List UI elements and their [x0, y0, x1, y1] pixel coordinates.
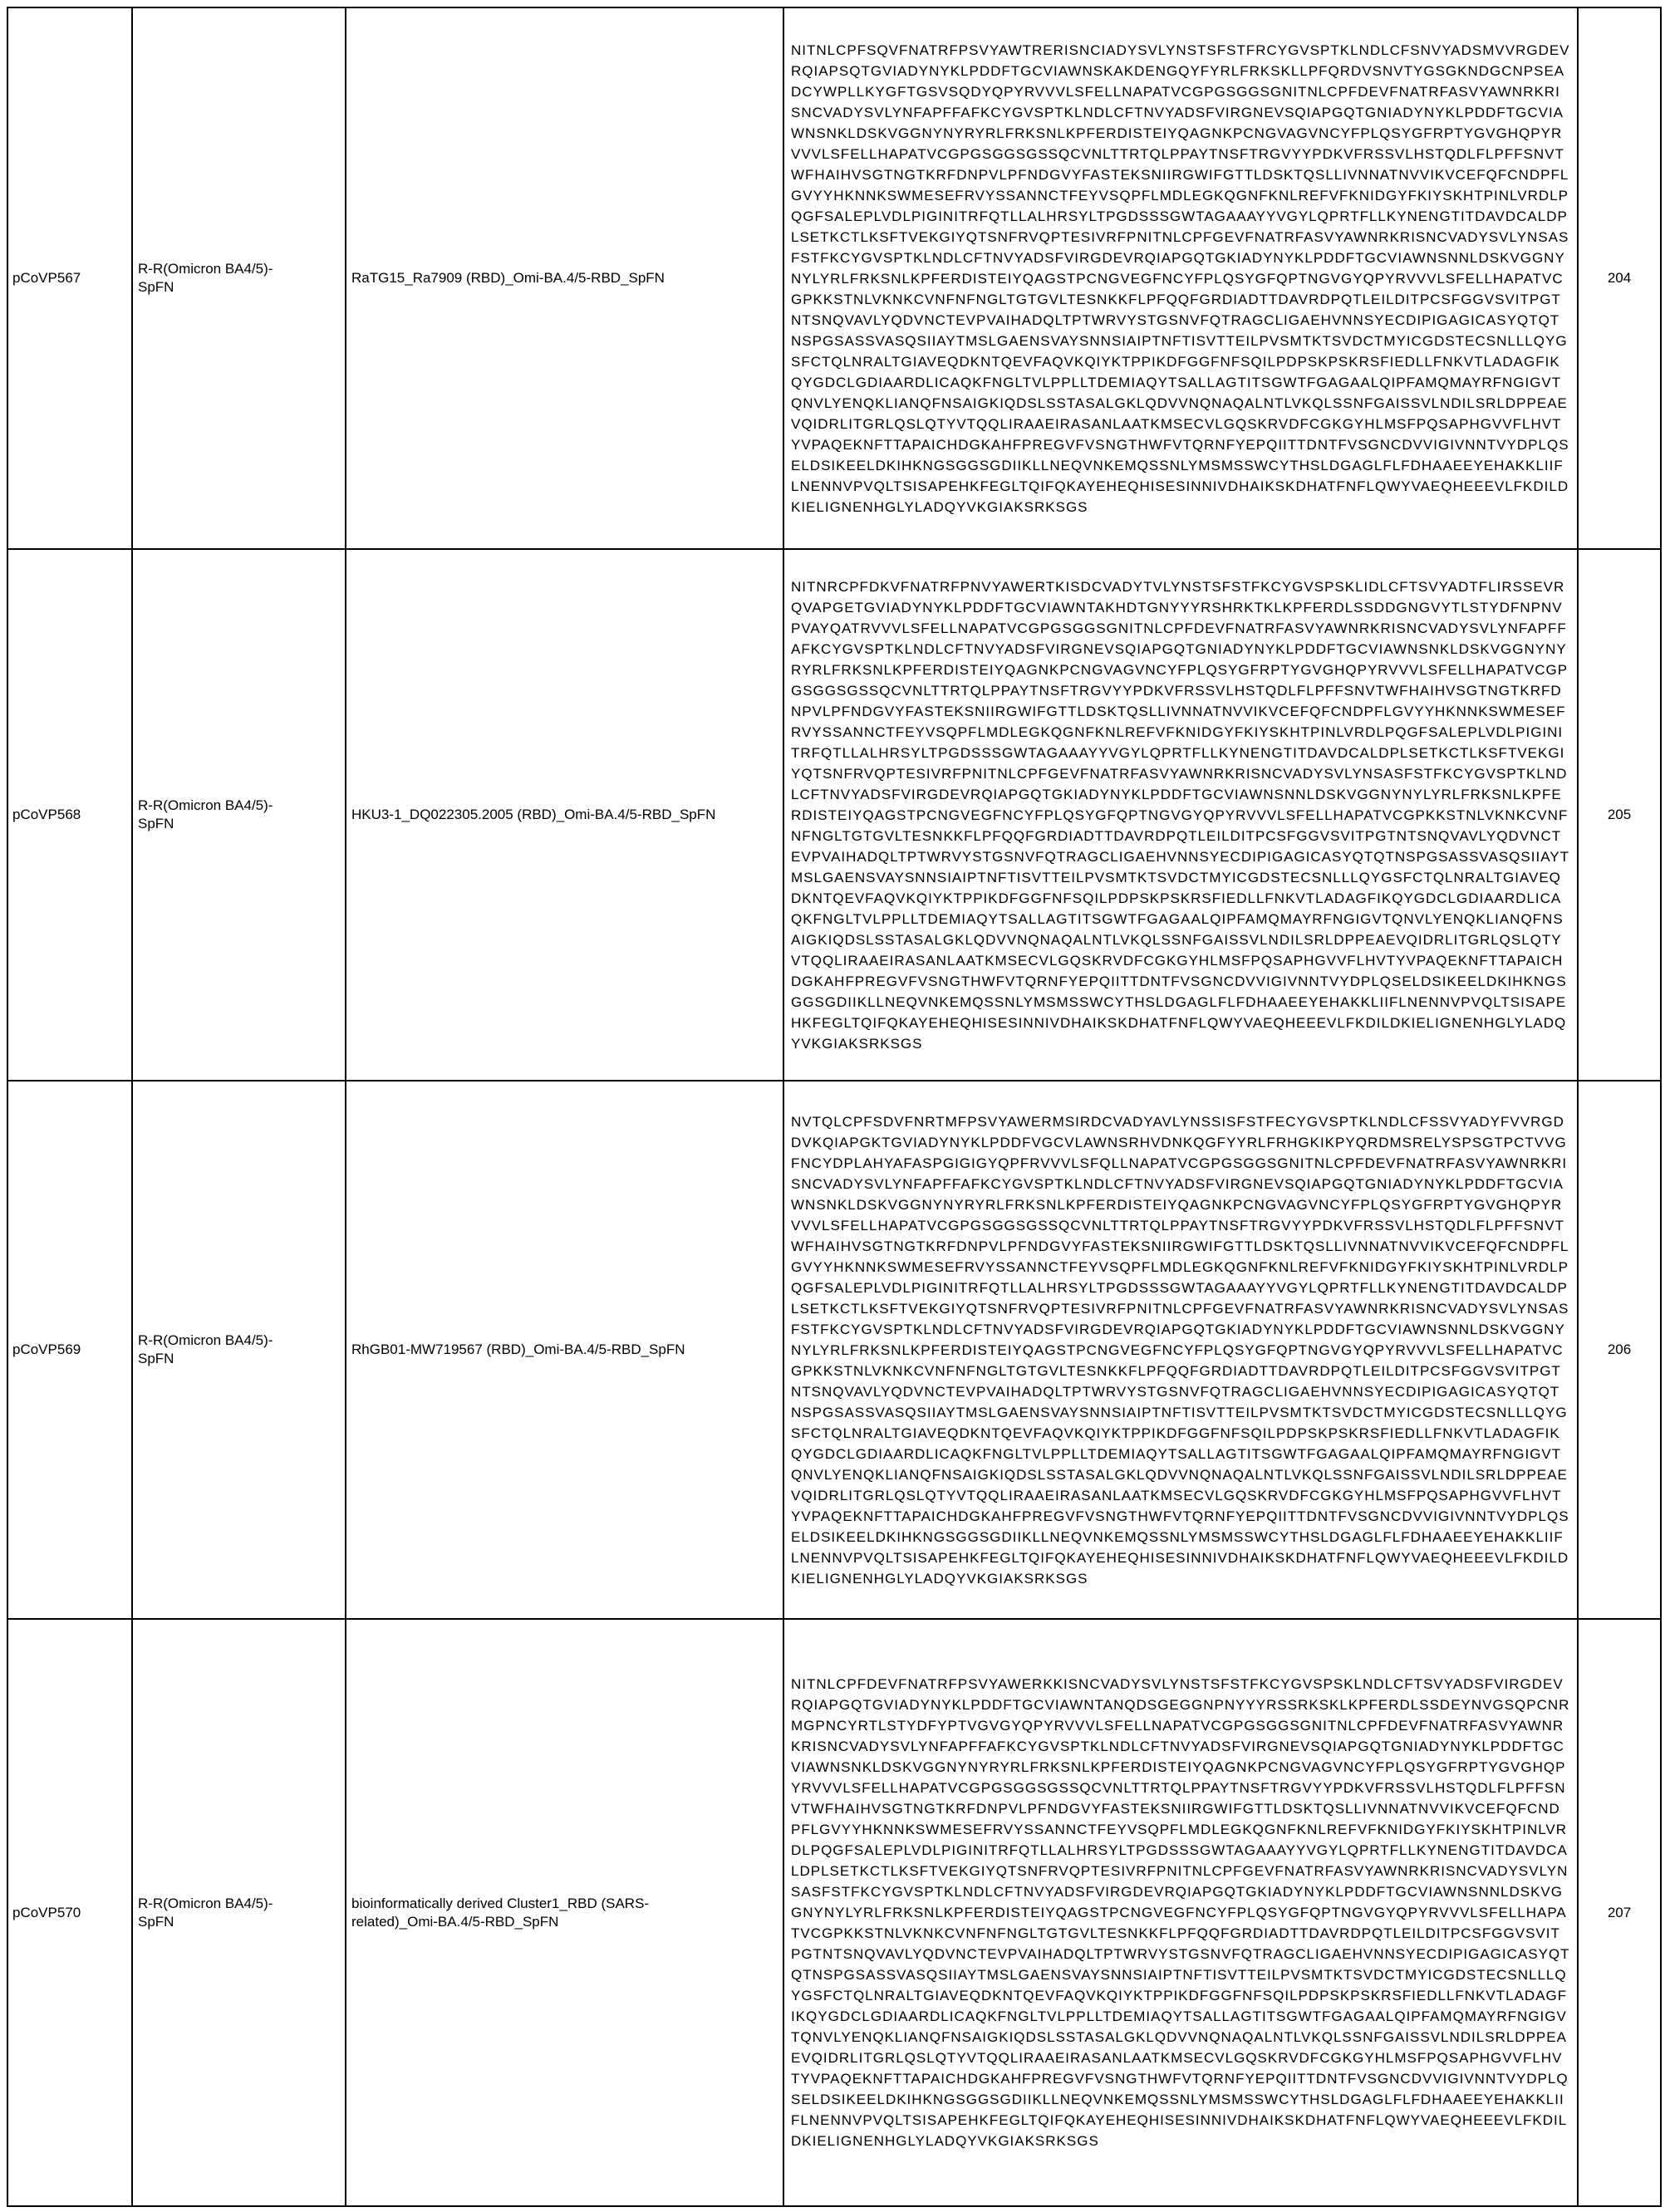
seq-id-number: 206 [1578, 1081, 1661, 1619]
sequence-table [7, 7, 1662, 2207]
protein-sequence: NITNLCPFSQVFNATRFPSVYAWTRERISNCIADYSVLYNSTSFSTFRCYGVSPTKLNDLCFSNVYADSMVVRGDEVRQIAPSQTGVIADYNYKLPDDFTGCVIAWNSKAKDENGQYFYRLFRKSKLLPFQRDVSNVTYGSGKNDGCNPSEADCYWPLLKYGFTGSVSQDYQPYRVVVLSFELLNAPATVCGPGSGGSGNITNLCPFDEVFNATRFASVYAWNRKRISNCVADYSVLYNFAPFFAFKCYGVSPTKLNDLCFTNVYADSFVIRGNEVSQIAPGQTGNIADYNYKLPDDFTGCVIAWNSNKLDSKVGGNYNYRYRLFRKSNLKPFERDISTEIYQAGNKPCNGVAGVNCYFPLQSYGFRPTYGVGHQPYRVVVLSFELLHAPATVCGPGSGGSGSSQCVNLTTRTQLPPAYTNSFTRGVYYPDKVFRSSVLHSTQDLFLPFFSNVTWFHAIHVSGTNGTKRFDNPVLPFNDGVYFASTEKSNIIRGWIFGTTLDSKTQSLLIVNNATNVVIKVCEFQFCNDPFLGVYYHKNNKSWMESEFRVYSSANNCTFEYVSQPFLMDLEGKQGNFKNLREFVFKNIDGYFKIYSKHTPINLVRDLPQGFSALEPLVDLPIGINITRFQTLLALHRSYLTPGDSSSGWTAGAAAYYVGYLQPRTFLLKYNENGTITDAVDCALDPLSETKCTLKSFTVEKGIYQTSNFRVQPTESIVRFPNITNLCPFGEVFNATRFASVYAWNRKRISNCVADYSVLYNSASFSTFKCYGVSPTKLNDLCFTNVYADSFVIRGDEVRQIAPGQTGKIADYNYKLPDDFTGCVIAWNSNNLDSKVGGNYNYLYRLFRKSNLKPFERDISTEIYQAGSTPCNGVEGFNCYFPLQSYGFQPTNGVGYQPYRVVVLSFELLHAPATVCGPKKSTNLVKNKCVNFNFNGLTGTGVLTESNKKFLPFQQFGRDIADTTDAVRDPQTLEILDITPCSFGGVSVITPGTNTSNQVAVLYQDVNCTEVPVAIHADQLTPTWRVYSTGSNVFQTRAGCLIGAEHVNNSYECDIPIGAGICASYQTQTNSPGSASSVASQSIIAYTMSLGAENSVAYSNNSIAIPTNFTISVTTEILPVSMTKTSVDCTMYICGDSTECSNLLLQYGSFCTQLNRALTGIAVEQDKNTQEVFAQVKQIYKTPPIKDFGGFNFSQILPDPSKPSKRSFIEDLLFNKVTLADAGFIKQYGDCLGDIAARDLICAQKFNGLTVLPPLLTDEMIAQYTSALLAGTITSGWTFGAGAALQIPFAMQMAYRFNGIGVTQNVLYENQKLIANQFNSAIGKIQDSLSSTASALGKLQDVVNQNAQALNTLVKQLSSNFGAISSVLNDILSRLDPPEAEVQIDRLITGRLQSLQTYVTQQLIRAAEIRASANLAATKMSECVLGQSKRVDFCGKGYHLMSFPQSAPHGVVFLHVTYVPAQEKNFTTAPAICHDGKAHFPREGVFVSNGTHWFVTQRNFYEPQIITTDNTFVSGNCDVVIGIVNNTVYDPLQSELDSIKEELDKIHKNGSGGSGDIIKLLNEQVNKEMQSSNLYMSMSSWCYTHSLDGAGLFLFDHAAEEYEHAKKLIIFLNENNVPVQLTSISAPEHKFEGLTQIFQKAYEHEQHISESINNIVDHAIKSKDHATFNFLQWYVAEQHEEEVLFKDILDKIELIGNENHGLYLADQYVKGIAKSRKSGS [783, 7, 1578, 549]
construct-type [132, 7, 346, 549]
construct-type [132, 549, 346, 1081]
seq-id-number: 205 [1578, 549, 1661, 1081]
plasmid-id: pCoVP569 [7, 1081, 132, 1619]
plasmid-id: pCoVP570 [7, 1619, 132, 2206]
construct-type [132, 1081, 346, 1619]
protein-sequence: NVTQLCPFSDVFNRTMFPSVYAWERMSIRDCVADYAVLYNSSISFSTFECYGVSPTKLNDLCFSSVYADYFVVRGDDVKQIAPGKTGVIADYNYKLPDDFVGCVLAWNSRHVDNKQGFYYRLFRHGKIKPYQRDMSRELYSPSGTPCTVVGFNCYDPLAHYAFASPGIGIGYQPFRVVVLSFQLLNAPATVCGPGSGGSGNITNLCPFDEVFNATRFASVYAWNRKRISNCVADYSVLYNFAPFFAFKCYGVSPTKLNDLCFTNVYADSFVIRGNEVSQIAPGQTGNIADYNYKLPDDFTGCVIAWNSNKLDSKVGGNYNYRYRLFRKSNLKPFERDISTEIYQAGNKPCNGVAGVNCYFPLQSYGFRPTYGVGHQPYRVVVLSFELLHAPATVCGPGSGGSGSSQCVNLTTRTQLPPAYTNSFTRGVYYPDKVFRSSVLHSTQDLFLPFFSNVTWFHAIHVSGTNGTKRFDNPVLPFNDGVYFASTEKSNIIRGWIFGTTLDSKTQSLLIVNNATNVVIKVCEFQFCNDPFLGVYYHKNNKSWMESEFRVYSSANNCTFEYVSQPFLMDLEGKQGNFKNLREFVFKNIDGYFKIYSKHTPINLVRDLPQGFSALEPLVDLPIGINITRFQTLLALHRSYLTPGDSSSGWTAGAAAYYVGYLQPRTFLLKYNENGTITDAVDCALDPLSETKCTLKSFTVEKGIYQTSNFRVQPTESIVRFPNITNLCPFGEVFNATRFASVYAWNRKRISNCVADYSVLYNSASFSTFKCYGVSPTKLNDLCFTNVYADSFVIRGDEVRQIAPGQTGKIADYNYKLPDDFTGCVIAWNSNNLDSKVGGNYNYLYRLFRKSNLKPFERDISTEIYQAGSTPCNGVEGFNCYFPLQSYGFQPTNGVGYQPYRVVVLSFELLHAPATVCGPKKSTNLVKNKCVNFNFNGLTGTGVLTESNKKFLPFQQFGRDIADTTDAVRDPQTLEILDITPCSFGGVSVITPGTNTSNQVAVLYQDVNCTEVPVAIHADQLTPTWRVYSTGSNVFQTRAGCLIGAEHVNNSYECDIPIGAGICASYQTQTNSPGSASSVASQSIIAYTMSLGAENSVAYSNNSIAIPTNFTISVTTEILPVSMTKTSVDCTMYICGDSTECSNLLLQYGSFCTQLNRALTGIAVEQDKNTQEVFAQVKQIYKTPPIKDFGGFNFSQILPDPSKPSKRSFIEDLLFNKVTLADAGFIKQYGDCLGDIAARDLICAQKFNGLTVLPPLLTDEMIAQYTSALLAGTITSGWTFGAGAALQIPFAMQMAYRFNGIGVTQNVLYENQKLIANQFNSAIGKIQDSLSSTASALGKLQDVVNQNAQALNTLVKQLSSNFGAISSVLNDILSRLDPPEAEVQIDRLITGRLQSLQTYVTQQLIRAAEIRASANLAATKMSECVLGQSKRVDFCGKGYHLMSFPQSAPHGVVFLHVTYVPAQEKNFTTAPAICHDGKAHFPREGVFVSNGTHWFVTQRNFYEPQIITTDNTFVSGNCDVVIGIVNNTVYDPLQSELDSIKEELDKIHKNGSGGSGDIIKLLNEQVNKEMQSSNLYMSMSSWCYTHSLDGAGLFLFDHAAEEYEHAKKLIIFLNENNVPVQLTSISAPEHKFEGLTQIFQKAYEHEQHISESINNIVDHAIKSKDHATFNFLQWYVAEQHEEEVLFKDILDKIELIGNENHGLYLADQYVKGIAKSRKSGS [783, 1081, 1578, 1619]
protein-sequence: NITNLCPFDEVFNATRFPSVYAWERKKISNCVADYSVLYNSTSFSTFKCYGVSPSKLNDLCFTSVYADSFVIRGDEVRQIAPGQTGVIADYNYKLPDDFTGCVIAWNTANQDSGEGGNPNYYYRSSRKSKLKPFERDLSSDEYNVGSQPCNRMGPNCYRTLSTYDFYPTVGVGYQPYRVVVLSFELLNAPATVCGPGSGGSGNITNLCPFDEVFNATRFASVYAWNRKRISNCVADYSVLYNFAPFFAFKCYGVSPTKLNDLCFTNVYADSFVIRGNEVSQIAPGQTGNIADYNYKLPDDFTGCVIAWNSNKLDSKVGGNYNYRYRLFRKSNLKPFERDISTEIYQAGNKPCNGVAGVNCYFPLQSYGFRPTYGVGHQPYRVVVLSFELLHAPATVCGPGSGGSGSSQCVNLTTRTQLPPAYTNSFTRGVYYPDKVFRSSVLHSTQDLFLPFFSNVTWFHAIHVSGTNGTKRFDNPVLPFNDGVYFASTEKSNIIRGWIFGTTLDSKTQSLLIVNNATNVVIKVCEFQFCNDPFLGVYYHKNNKSWMESEFRVYSSANNCTFEYVSQPFLMDLEGKQGNFKNLREFVFKNIDGYFKIYSKHTPINLVRDLPQGFSALEPLVDLPIGINITRFQTLLALHRSYLTPGDSSSGWTAGAAAYYVGYLQPRTFLLKYNENGTITDAVDCALDPLSETKCTLKSFTVEKGIYQTSNFRVQPTESIVRFPNITNLCPFGEVFNATRFASVYAWNRKRISNCVADYSVLYNSASFSTFKCYGVSPTKLNDLCFTNVYADSFVIRGDEVRQIAPGQTGKIADYNYKLPDDFTGCVIAWNSNNLDSKVGGNYNYLYRLFRKSNLKPFERDISTEIYQAGSTPCNGVEGFNCYFPLQSYGFQPTNGVGYQPYRVVVLSFELLHAPATVCGPKKSTNLVKNKCVNFNFNGLTGTGVLTESNKKFLPFQQFGRDIADTTDAVRDPQTLEILDITPCSFGGVSVITPGTNTSNQVAVLYQDVNCTEVPVAIHADQLTPTWRVYSTGSNVFQTRAGCLIGAEHVNNSYECDIPIGAGICASYQTQTNSPGSASSVASQSIIAYTMSLGAENSVAYSNNSIAIPTNFTISVTTEILPVSMTKTSVDCTMYICGDSTECSNLLLQYGSFCTQLNRALTGIAVEQDKNTQEVFAQVKQIYKTPPIKDFGGFNFSQILPDPSKPSKRSFIEDLLFNKVTLADAGFIKQYGDCLGDIAARDLICAQKFNGLTVLPPLLTDEMIAQYTSALLAGTITSGWTFGAGAALQIPFAMQMAYRFNGIGVTQNVLYENQKLIANQFNSAIGKIQDSLSSTASALGKLQDVVNQNAQALNTLVKQLSSNFGAISSVLNDILSRLDPPEAEVQIDRLITGRLQSLQTYVTQQLIRAAEIRASANLAATKMSECVLGQSKRVDFCGKGYHLMSFPQSAPHGVVFLHVTYVPAQEKNFTTAPAICHDGKAHFPREGVFVSNGTHWFVTQRNFYEPQIITTDNTFVSGNCDVVIGIVNNTVYDPLQSELDSIKEELDKIHKNGSGGSGDIIKLLNEQVNKEMQSSNLYMSMSSWCYTHSLDGAGLFLFDHAAEEYEHAKKLIIFLNENNVPVQLTSISAPEHKFEGLTQIFQKAYEHEQHISESINNIVDHAIKSKDHATFNFLQWYVAEQHEEEVLFKDILDKIELIGNENHGLYLADQYVKGIAKSRKSGS [783, 1619, 1578, 2206]
table-row [7, 1081, 1661, 1619]
seq-id-number: 207 [1578, 1619, 1661, 2206]
construct-name [346, 1619, 783, 2206]
construct-name [346, 1081, 783, 1619]
construct-type [132, 1619, 346, 2206]
construct-name-label: RhGB01-MW719567 (RBD)_Omi-BA.4/5-RBD_SpFN [351, 1341, 685, 1357]
protein-sequence: NITNRCPFDKVFNATRFPNVYAWERTKISDCVADYTVLYNSTSFSTFKCYGVSPSKLIDLCFTSVYADTFLIRSSEVRQVAPGETGVIADYNYKLPDDFTGCVIAWNTAKHDTGNYYYRSHRKTKLKPFERDLSSDDGNGVYTLSTYDFNPNVPVAYQATRVVVLSFELLNAPATVCGPGSGGSGNITNLCPFDEVFNATRFASVYAWNRKRISNCVADYSVLYNFAPFFAFKCYGVSPTKLNDLCFTNVYADSFVIRGNEVSQIAPGQTGNIADYNYKLPDDFTGCVIAWNSNKLDSKVGGNYNYRYRLFRKSNLKPFERDISTEIYQAGNKPCNGVAGVNCYFPLQSYGFRPTYGVGHQPYRVVVLSFELLHAPATVCGPGSGGSGSSQCVNLTTRTQLPPAYTNSFTRGVYYPDKVFRSSVLHSTQDLFLPFFSNVTWFHAIHVSGTNGTKRFDNPVLPFNDGVYFASTEKSNIIRGWIFGTTLDSKTQSLLIVNNATNVVIKVCEFQFCNDPFLGVYYHKNNKSWMESEFRVYSSANNCTFEYVSQPFLMDLEGKQGNFKNLREFVFKNIDGYFKIYSKHTPINLVRDLPQGFSALEPLVDLPIGINITRFQTLLALHRSYLTPGDSSSGWTAGAAAYYVGYLQPRTFLLKYNENGTITDAVDCALDPLSETKCTLKSFTVEKGIYQTSNFRVQPTESIVRFPNITNLCPFGEVFNATRFASVYAWNRKRISNCVADYSVLYNSASFSTFKCYGVSPTKLNDLCFTNVYADSFVIRGDEVRQIAPGQTGKIADYNYKLPDDFTGCVIAWNSNNLDSKVGGNYNYLYRLFRKSNLKPFERDISTEIYQAGSTPCNGVEGFNCYFPLQSYGFQPTNGVGYQPYRVVVLSFELLHAPATVCGPKKSTNLVKNKCVNFNFNGLTGTGVLTESNKKFLPFQQFGRDIADTTDAVRDPQTLEILDITPCSFGGVSVITPGTNTSNQVAVLYQDVNCTEVPVAIHADQLTPTWRVYSTGSNVFQTRAGCLIGAEHVNNSYECDIPIGAGICASYQTQTNSPGSASSVASQSIIAYTMSLGAENSVAYSNNSIAIPTNFTISVTTEILPVSMTKTSVDCTMYICGDSTECSNLLLQYGSFCTQLNRALTGIAVEQDKNTQEVFAQVKQIYKTPPIKDFGGFNFSQILPDPSKPSKRSFIEDLLFNKVTLADAGFIKQYGDCLGDIAARDLICAQKFNGLTVLPPLLTDEMIAQYTSALLAGTITSGWTFGAGAALQIPFAMQMAYRFNGIGVTQNVLYENQKLIANQFNSAIGKIQDSLSSTASALGKLQDVVNQNAQALNTLVKQLSSNFGAISSVLNDILSRLDPPEAEVQIDRLITGRLQSLQTYVTQQLIRAAEIRASANLAATKMSECVLGQSKRVDFCGKGYHLMSFPQSAPHGVVFLHVTYVPAQEKNFTTAPAICHDGKAHFPREGVFVSNGTHWFVTQRNFYEPQIITTDNTFVSGNCDVVIGIVNNTVYDPLQSELDSIKEELDKIHKNGSGGSGDIIKLLNEQVNKEMQSSNLYMSMSSWCYTHSLDGAGLFLFDHAAEEYEHAKKLIIFLNENNVPVQLTSISAPEHKFEGLTQIFQKAYEHEQHISESINNIVDHAIKSKDHATFNFLQWYVAEQHEEEVLFKDILDKIELIGNENHGLYLADQYVKGIAKSRKSGS [783, 549, 1578, 1081]
construct-type-label: R-R(Omicron BA4/5)-SpFN [138, 1332, 273, 1366]
table-row [7, 7, 1661, 549]
construct-type-label: R-R(Omicron BA4/5)-SpFN [138, 797, 273, 831]
construct-name [346, 549, 783, 1081]
construct-type-label: R-R(Omicron BA4/5)-SpFN [138, 1895, 273, 1930]
plasmid-id: pCoVP567 [7, 7, 132, 549]
construct-name-label: bioinformatically derived Cluster1_RBD (SARS-related)_Omi-BA.4/5-RBD_SpFN [351, 1895, 650, 1930]
table-row [7, 549, 1661, 1081]
construct-type-label: R-R(Omicron BA4/5)-SpFN [138, 261, 273, 295]
construct-name [346, 7, 783, 549]
plasmid-id: pCoVP568 [7, 549, 132, 1081]
construct-name-label: RaTG15_Ra7909 (RBD)_Omi-BA.4/5-RBD_SpFN [351, 270, 665, 286]
construct-name-label: HKU3-1_DQ022305.2005 (RBD)_Omi-BA.4/5-RBD_SpFN [351, 807, 716, 822]
seq-id-number: 204 [1578, 7, 1661, 549]
table-row [7, 1619, 1661, 2206]
